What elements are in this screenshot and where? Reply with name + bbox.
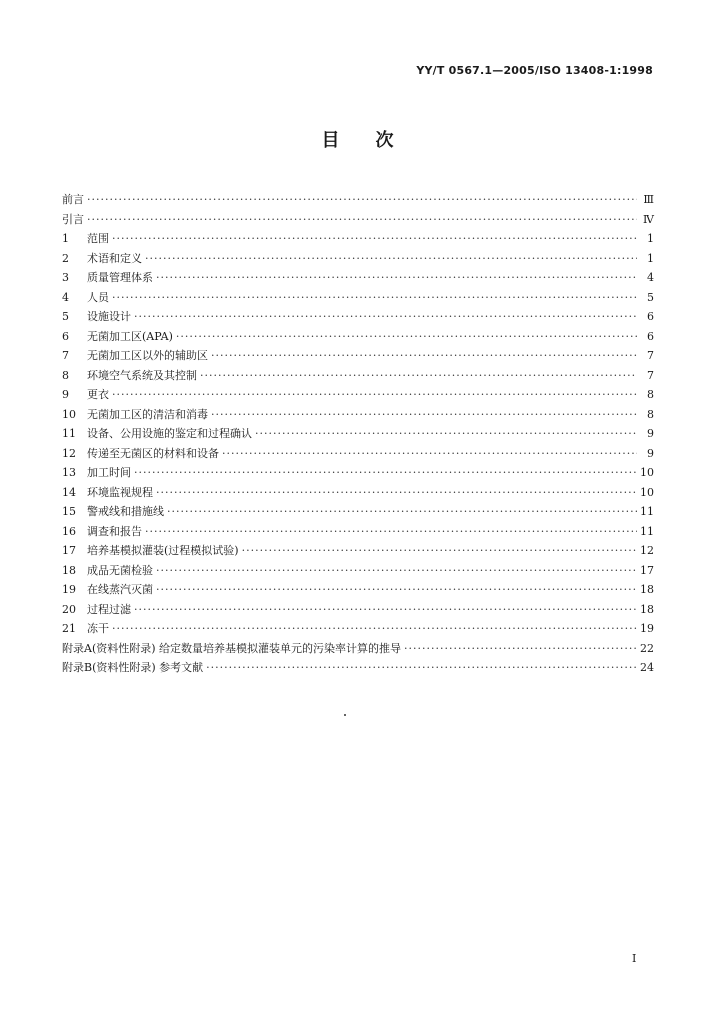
toc-entry-title: 设施设计 bbox=[87, 310, 131, 323]
toc-entry[interactable] bbox=[62, 346, 654, 366]
toc-dot-leader bbox=[112, 385, 637, 405]
toc-entry[interactable] bbox=[62, 600, 654, 620]
toc-entry-title: 引言 bbox=[62, 212, 84, 226]
toc-entry-title: 前言 bbox=[62, 193, 84, 206]
toc-entry-title: 培养基模拟灌装(过程模拟试验) bbox=[87, 544, 239, 557]
toc-entry-number: 12 bbox=[62, 446, 76, 460]
toc-dot-leader bbox=[112, 288, 637, 308]
toc-entry-page: 10 bbox=[640, 466, 654, 479]
page-title: 目次 bbox=[321, 130, 430, 151]
toc-entry[interactable] bbox=[62, 210, 654, 230]
toc-entry-page: 4 bbox=[647, 271, 654, 284]
toc-entry-number: 10 bbox=[62, 407, 76, 421]
toc-dot-leader bbox=[87, 190, 637, 210]
toc-entry-page: 1 bbox=[647, 232, 654, 245]
toc-entry[interactable] bbox=[62, 619, 654, 639]
toc-entry-number: 2 bbox=[62, 251, 69, 265]
toc-entry-page: 12 bbox=[640, 544, 654, 557]
toc-entry[interactable] bbox=[62, 385, 654, 405]
toc-entry-page: 6 bbox=[647, 310, 654, 323]
toc-entry-number: 15 bbox=[62, 505, 76, 518]
toc-entry-title: 调查和报告 bbox=[87, 524, 142, 538]
toc-entry-title: 更衣 bbox=[87, 388, 109, 401]
toc-entry-number: 4 bbox=[62, 290, 69, 304]
toc-entry-title: 质量管理体系 bbox=[87, 271, 153, 284]
toc-entry-page: 17 bbox=[640, 563, 654, 577]
toc-entry-title: 成品无菌检验 bbox=[87, 563, 153, 577]
toc-entry-page: 7 bbox=[647, 349, 654, 362]
toc-entry-title: 过程过滤 bbox=[87, 602, 131, 616]
toc-dot-leader bbox=[156, 561, 637, 581]
toc-dot-leader bbox=[87, 210, 637, 230]
toc-entry[interactable] bbox=[62, 561, 654, 581]
toc-entry-page: 8 bbox=[647, 388, 654, 401]
toc-entry-number: 1 bbox=[62, 232, 69, 245]
toc-entry[interactable] bbox=[62, 483, 654, 503]
toc-entry[interactable] bbox=[62, 366, 654, 386]
toc-entry[interactable] bbox=[62, 444, 654, 464]
toc-entry-number: 16 bbox=[62, 524, 76, 538]
toc-dot-leader bbox=[134, 463, 637, 483]
toc-entry-page: Ⅲ bbox=[643, 193, 654, 206]
toc-entry-title: 无菌加工区以外的辅助区 bbox=[87, 349, 208, 362]
toc-entry-page: Ⅳ bbox=[643, 212, 654, 226]
toc-entry-title: 附录B(资料性附录) 参考文献 bbox=[62, 661, 204, 674]
toc-dot-leader bbox=[176, 327, 637, 347]
toc-entry-number: 3 bbox=[62, 271, 69, 284]
toc-dot-leader bbox=[404, 639, 637, 659]
toc-entry-number: 6 bbox=[62, 329, 69, 343]
toc-dot-leader bbox=[200, 366, 637, 386]
toc-dot-leader bbox=[156, 268, 637, 288]
toc-entry-page: 9 bbox=[647, 427, 654, 440]
toc-dot-leader bbox=[242, 541, 637, 561]
toc-entry-title: 术语和定义 bbox=[87, 251, 142, 265]
toc-dot-leader bbox=[134, 307, 637, 327]
toc-entry[interactable] bbox=[62, 288, 654, 308]
toc-dot-leader bbox=[167, 502, 637, 522]
standard-code: YY/T 0567.1—2005/ISO 13408-1:1998 bbox=[416, 64, 653, 77]
toc-entry-title: 无菌加工区(APA) bbox=[87, 329, 173, 343]
toc-entry-page: 8 bbox=[647, 407, 654, 421]
toc-entry[interactable] bbox=[62, 424, 654, 444]
toc-dot-leader bbox=[211, 346, 637, 366]
toc-entry[interactable] bbox=[62, 502, 654, 522]
toc-dot-leader bbox=[211, 405, 637, 425]
toc-entry-title: 人员 bbox=[87, 290, 109, 304]
toc-entry-number: 18 bbox=[62, 563, 76, 577]
toc-entry-page: 19 bbox=[640, 622, 654, 635]
toc-dot-leader bbox=[156, 483, 637, 503]
toc-entry-page: 7 bbox=[647, 368, 654, 382]
toc-entry[interactable] bbox=[62, 639, 654, 659]
toc-entry-number: 13 bbox=[62, 466, 76, 479]
toc-dot-leader bbox=[112, 619, 637, 639]
toc-entry-number: 8 bbox=[62, 368, 69, 382]
toc-dot-leader bbox=[112, 229, 637, 249]
toc-entry-title: 加工时间 bbox=[87, 466, 131, 479]
toc-entry-number: 20 bbox=[62, 602, 76, 616]
toc-entry-title: 在线蒸汽灭菌 bbox=[87, 583, 153, 596]
table-of-contents bbox=[62, 190, 654, 678]
toc-entry-page: 24 bbox=[640, 661, 654, 674]
toc-entry-title: 范围 bbox=[87, 232, 109, 245]
toc-dot-leader bbox=[206, 658, 637, 678]
stray-dot bbox=[344, 714, 346, 716]
toc-dot-leader bbox=[145, 522, 637, 542]
toc-entry-title: 环境监视规程 bbox=[87, 485, 153, 499]
toc-entry-title: 附录A(资料性附录) 给定数量培养基模拟灌装单元的污染率计算的推导 bbox=[62, 641, 402, 655]
toc-entry[interactable] bbox=[62, 522, 654, 542]
toc-entry-number: 21 bbox=[62, 622, 76, 635]
toc-dot-leader bbox=[145, 249, 637, 269]
toc-entry-title: 冻干 bbox=[87, 622, 109, 635]
toc-entry-page: 11 bbox=[640, 524, 654, 538]
toc-entry[interactable] bbox=[62, 268, 654, 288]
toc-entry[interactable] bbox=[62, 463, 654, 483]
toc-entry-page: 5 bbox=[647, 290, 654, 304]
toc-dot-leader bbox=[222, 444, 637, 464]
toc-entry-number: 17 bbox=[62, 544, 76, 557]
toc-entry-number: 9 bbox=[62, 388, 69, 401]
toc-entry[interactable] bbox=[62, 190, 654, 210]
toc-entry-page: 18 bbox=[640, 602, 654, 616]
toc-entry-page: 6 bbox=[647, 329, 654, 343]
toc-entry[interactable] bbox=[62, 580, 654, 600]
toc-entry[interactable] bbox=[62, 307, 654, 327]
toc-entry-title: 环境空气系统及其控制 bbox=[87, 368, 197, 382]
toc-entry[interactable] bbox=[62, 327, 654, 347]
toc-entry[interactable] bbox=[62, 249, 654, 269]
toc-entry-page: 18 bbox=[640, 583, 654, 596]
toc-dot-leader bbox=[134, 600, 637, 620]
toc-dot-leader bbox=[156, 580, 637, 600]
toc-entry-title: 设备、公用设施的鉴定和过程确认 bbox=[87, 427, 252, 440]
toc-entry-page: 1 bbox=[647, 251, 654, 265]
toc-entry[interactable] bbox=[62, 541, 654, 561]
toc-entry-title: 无菌加工区的清洁和消毒 bbox=[87, 407, 208, 421]
toc-entry-number: 7 bbox=[62, 349, 69, 362]
toc-entry-number: 11 bbox=[62, 427, 76, 440]
toc-entry-page: 11 bbox=[640, 505, 654, 518]
toc-dot-leader bbox=[255, 424, 637, 444]
toc-entry-title: 警戒线和措施线 bbox=[87, 505, 164, 518]
toc-entry-page: 9 bbox=[647, 446, 654, 460]
toc-entry[interactable] bbox=[62, 405, 654, 425]
toc-entry-title: 传递至无菌区的材料和设备 bbox=[87, 446, 219, 460]
toc-entry-page: 22 bbox=[640, 641, 654, 655]
toc-entry-number: 14 bbox=[62, 485, 76, 499]
toc-entry[interactable] bbox=[62, 229, 654, 249]
toc-entry-page: 10 bbox=[640, 485, 654, 499]
toc-entry[interactable] bbox=[62, 658, 654, 678]
page-number: I bbox=[632, 952, 637, 965]
toc-entry-number: 5 bbox=[62, 310, 69, 323]
toc-entry-number: 19 bbox=[62, 583, 76, 596]
